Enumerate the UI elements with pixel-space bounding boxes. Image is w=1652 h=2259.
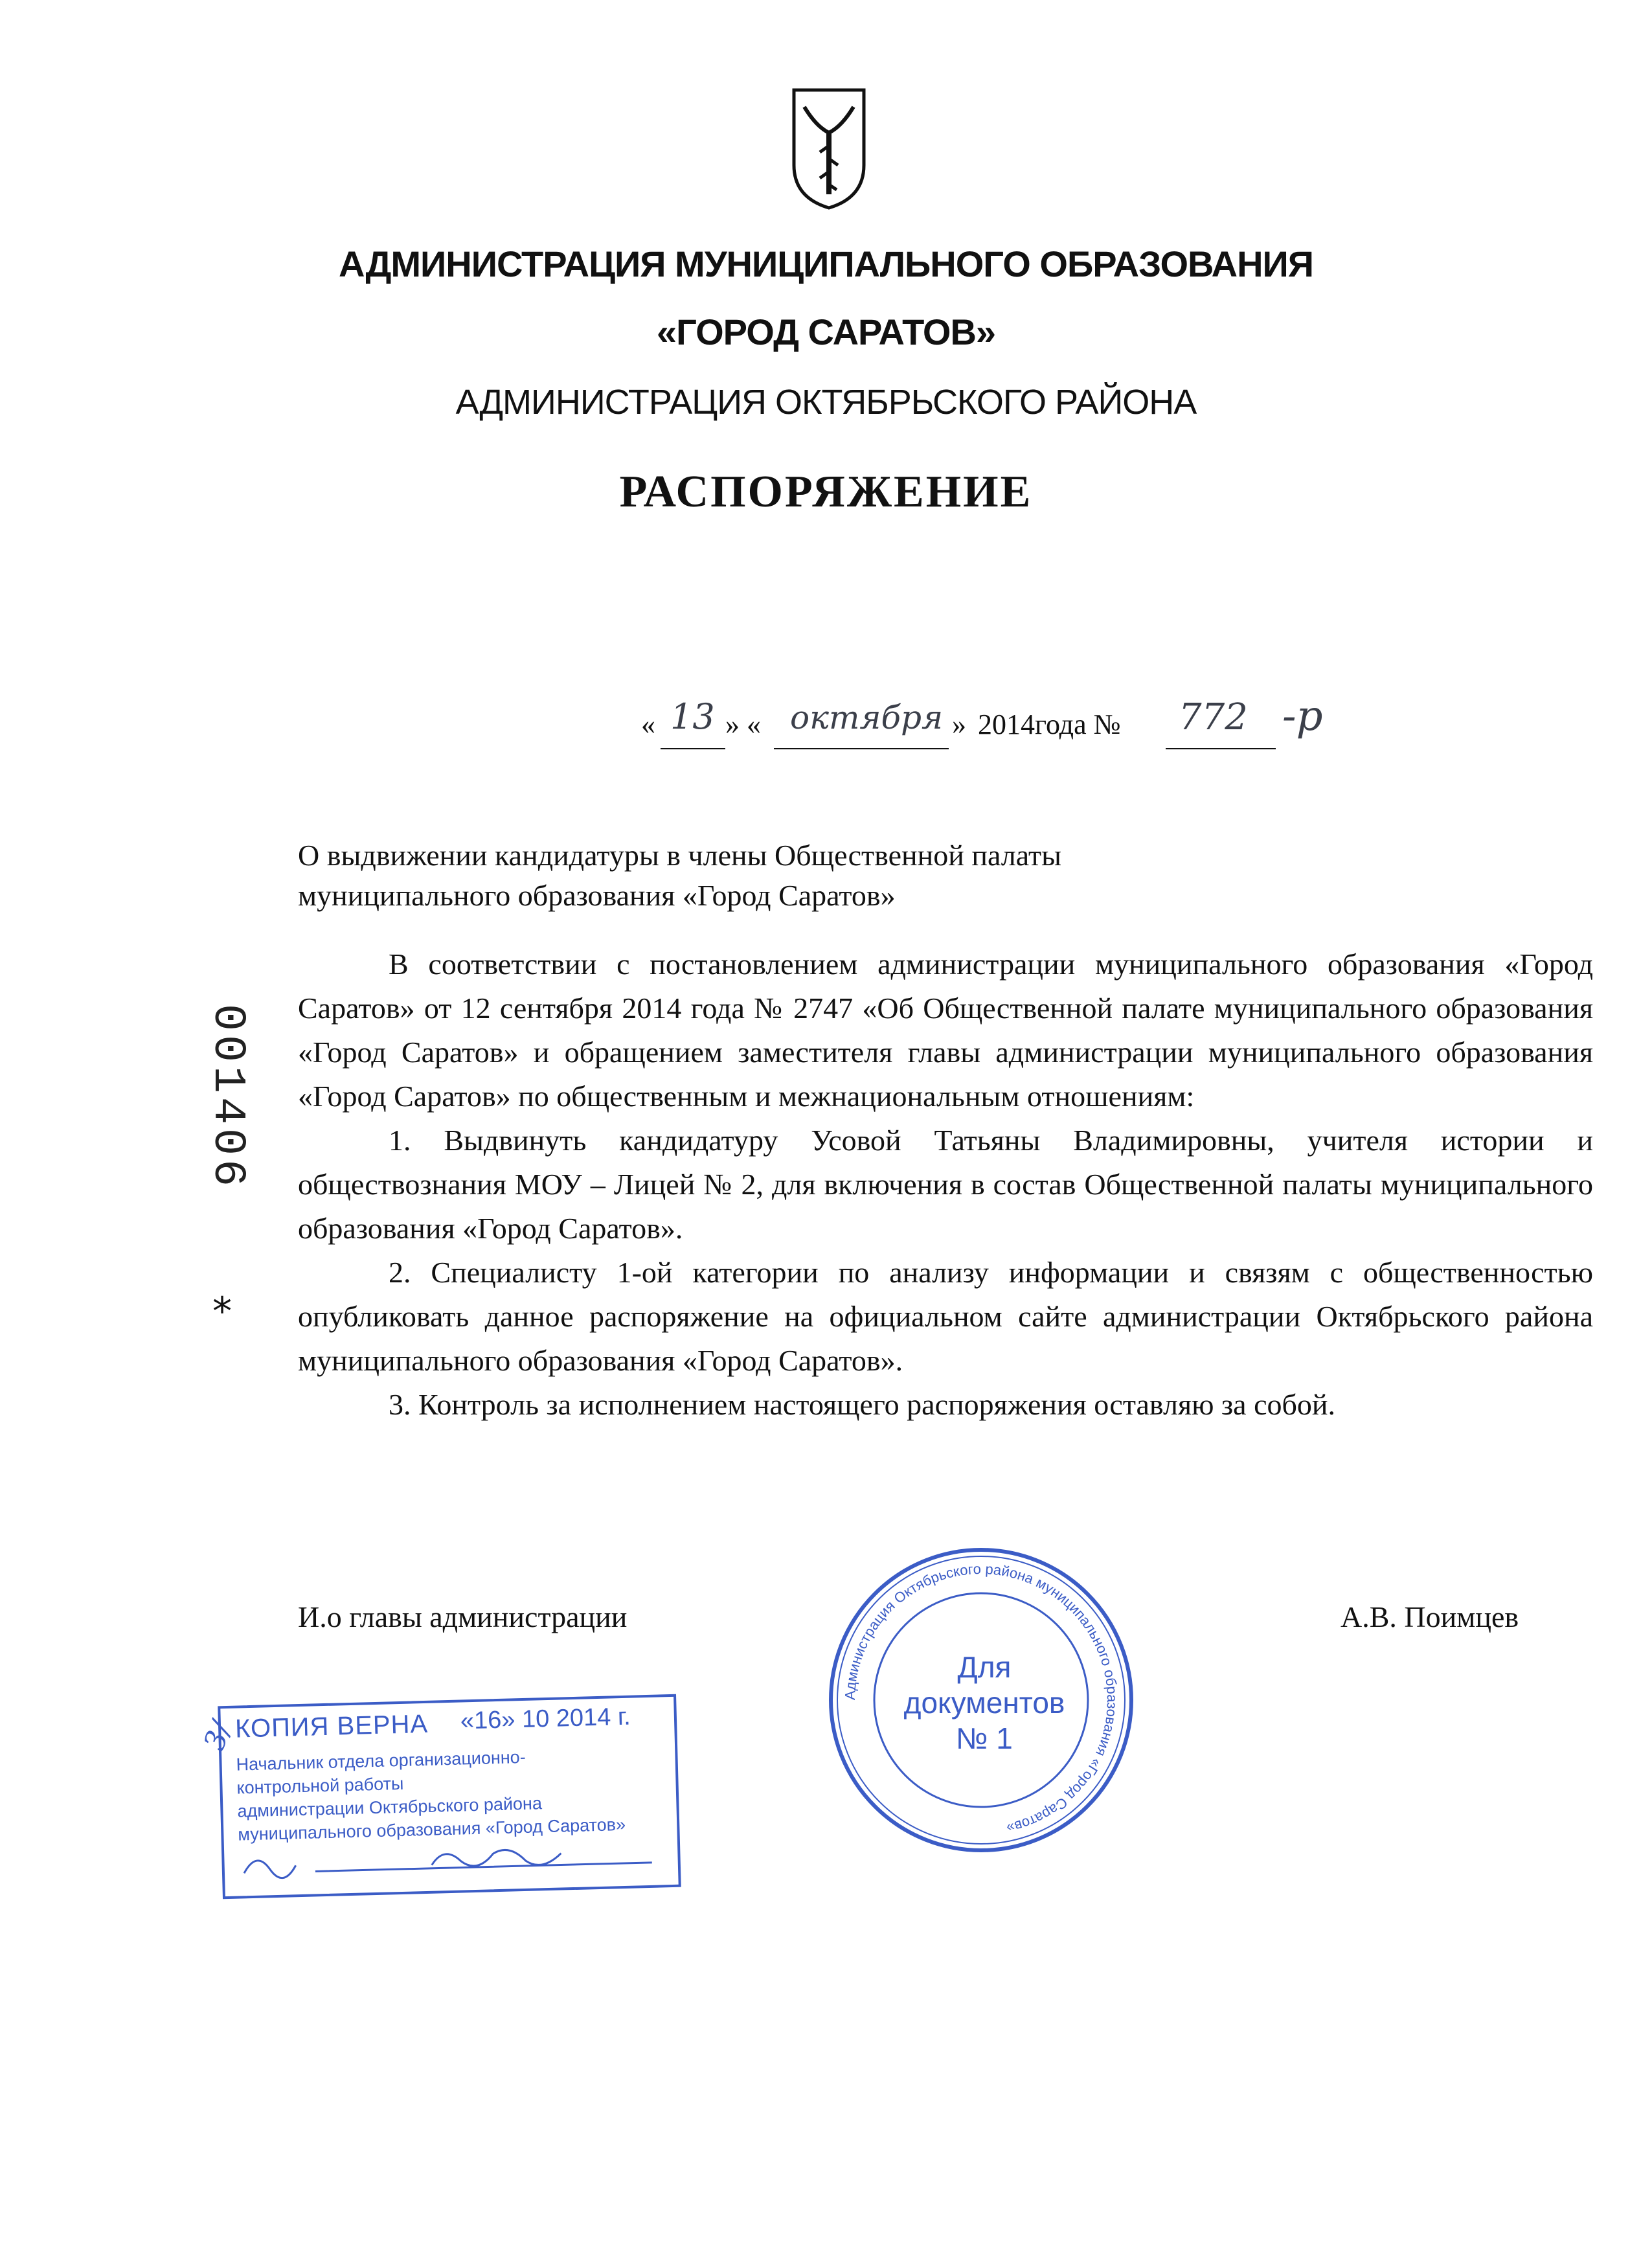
date-quote-close: » — [952, 709, 966, 740]
body-item-1: 1. Выдвинуть кандидатуру Усовой Татьяны Владимировны, учителя истории и обществознания МОУ – Лицей № 2, для включения в состав Общественной палаты муниципального образования «Город Саратов». — [298, 1124, 1593, 1245]
document-body — [298, 942, 1593, 1427]
body-item-3: 3. Контроль за исполнением настоящего распоряжения оставляю за собой. — [389, 1388, 1336, 1421]
date-month-underline — [774, 747, 949, 751]
date-quote-open: « — [641, 709, 655, 740]
serial-star: * — [210, 1289, 234, 1334]
header-line-2: «ГОРОД САРАТОВ» — [656, 312, 996, 352]
date-month: октября — [790, 699, 944, 736]
header-line-3: АДМИНИСТРАЦИЯ ОКТЯБРЬСКОГО РАЙОНА — [455, 383, 1197, 422]
body-item-2: 2. Специалисту 1-ой категории по анализу информации и связям с общественностью опубликовать данное распоряжение на официальном сайте администрации Октябрьского района муниципального образования «Город Саратов». — [298, 1256, 1593, 1377]
copy-stamp-line-2: контрольной работы — [236, 1773, 404, 1798]
copy-stamp-line-1: Начальник отдела организационно- — [236, 1747, 526, 1775]
copy-stamp-line-4: муниципального образования «Город Саратов» — [238, 1814, 626, 1845]
seal-ring-text: Администрация Октябрьского района муниципального образования «Город Саратов» — [841, 1560, 1121, 1837]
seal-center-line-3: № 1 — [956, 1721, 1013, 1755]
header-line-1: АДМИНИСТРАЦИЯ МУНИЦИПАЛЬНОГО ОБРАЗОВАНИЯ — [338, 244, 1314, 284]
date-day-underline — [661, 747, 725, 751]
round-seal-icon — [822, 1541, 1140, 1859]
order-number-suffix: -р — [1282, 692, 1323, 740]
signatory-role: И.о главы администрации — [298, 1600, 628, 1633]
copy-stamp-title: КОПИЯ ВЕРНА — [234, 1709, 429, 1743]
coat-of-arms-icon — [790, 87, 868, 210]
body-preamble: В соответствии с постановлением администрации муниципального образования «Город Саратов» от 12 сентября 2014 года № 2747 «Об Общественной палате муниципального образования «Город Саратов» и обращением заместителя главы администрации муниципального образования «Город Саратов» по общественным и межнациональным отношениям: — [298, 948, 1593, 1113]
order-number-underline — [1166, 747, 1276, 751]
date-quote-mid: » « — [725, 709, 761, 740]
copy-stamp-signature-icon — [237, 1836, 665, 1886]
seal-center-line-2: документов — [903, 1686, 1065, 1720]
copy-certified-stamp — [218, 1694, 681, 1899]
date-year-text: 2014года № — [978, 709, 1121, 740]
copy-margin-note: 3/ — [198, 1717, 238, 1755]
document-type-title: РАСПОРЯЖЕНИЕ — [619, 467, 1033, 517]
document-subject — [298, 835, 1334, 916]
serial-number: 001406 — [201, 1004, 253, 1191]
copy-stamp-date: «16» 10 2014 г. — [460, 1703, 631, 1735]
date-day: 13 — [670, 696, 715, 737]
subject-line-2: муниципального образования «Город Саратов» — [298, 879, 896, 912]
signatory-name: А.В. Поимцев — [1341, 1600, 1519, 1633]
date-number-line — [641, 692, 1483, 767]
copy-stamp-line-3: администрации Октябрьского района — [237, 1793, 543, 1821]
order-number: 772 — [1179, 696, 1248, 738]
seal-center-line-1: Для — [957, 1650, 1012, 1684]
subject-line-1: О выдвижении кандидатуры в члены Общественной палаты — [298, 839, 1061, 872]
